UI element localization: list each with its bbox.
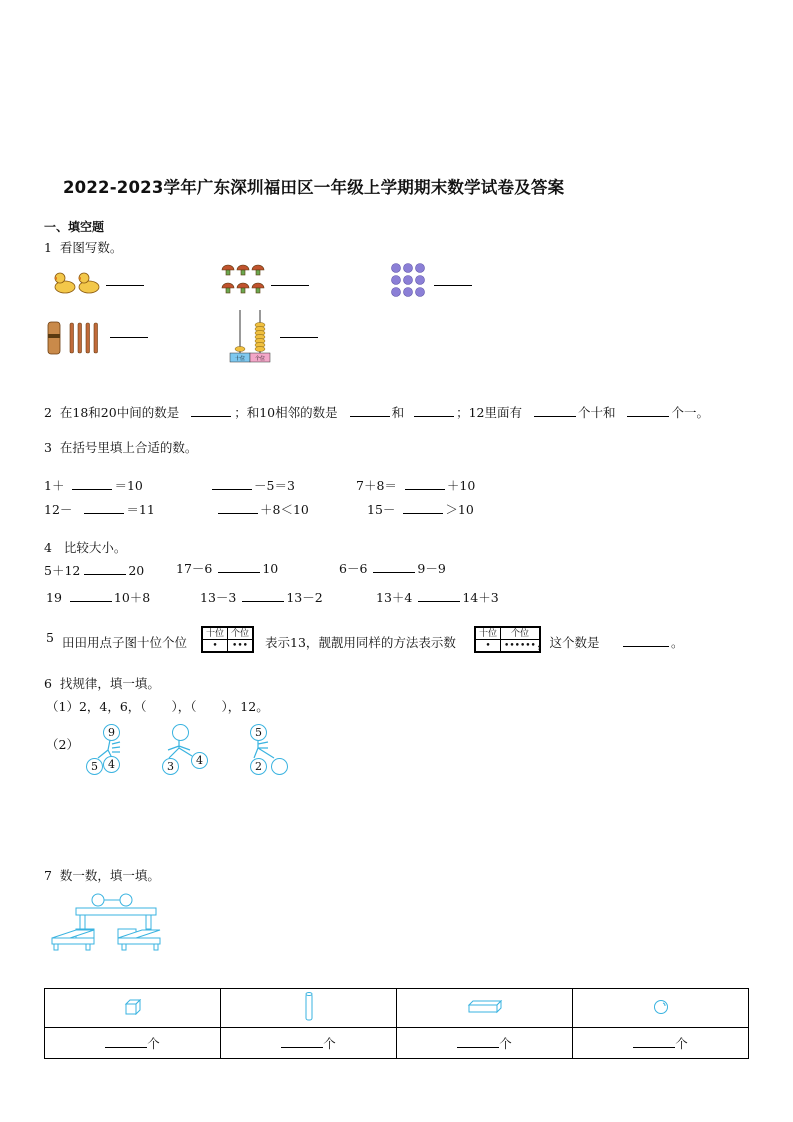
q2-text-2: ；和10相邻的数是	[234, 405, 338, 420]
unit-label: 个	[499, 1036, 512, 1051]
q3-row-2c	[367, 500, 474, 518]
cylinder-cell	[221, 989, 397, 1028]
tree-3-top: 5	[250, 724, 267, 741]
answer-blank[interactable]	[72, 477, 112, 490]
compare-right: 10	[262, 561, 279, 576]
answer-blank[interactable]	[403, 501, 443, 514]
answer-blank[interactable]	[84, 501, 124, 514]
q5-text-1: 田田用点子图十位个位	[62, 635, 188, 650]
unit-label: 个	[147, 1036, 160, 1051]
q2-text-6: 个一。	[671, 405, 709, 420]
q3-row-2	[44, 500, 155, 518]
compare-left: 5＋12	[44, 563, 81, 578]
tree-2-left: 3	[162, 758, 179, 775]
answer-blank[interactable]	[534, 404, 576, 417]
tree-1-left: 5	[86, 758, 103, 775]
question-6	[44, 674, 160, 692]
tens-header: 十位	[476, 628, 501, 640]
answer-blank[interactable]	[242, 589, 284, 602]
question-text: 找规律，填一填。	[59, 676, 160, 691]
compare-a	[44, 561, 144, 579]
q2-text-1: 在18和20中间的数是	[59, 405, 180, 420]
cylinder-icon	[303, 991, 315, 1023]
q5-text-3: ，这个数是	[537, 635, 600, 650]
answer-blank[interactable]	[70, 589, 112, 602]
q3-row-2b	[218, 500, 309, 518]
question-text: 比较大小。	[63, 540, 127, 555]
abacus-picture	[226, 308, 274, 364]
question-number: 7	[44, 868, 52, 883]
answer-blank[interactable]	[110, 337, 148, 338]
sphere-count	[573, 1028, 749, 1059]
tens-dots: •	[203, 640, 228, 652]
question-number: 1	[44, 240, 52, 255]
cube-icon	[124, 999, 142, 1015]
answer-blank[interactable]	[414, 404, 454, 417]
question-number: 2	[44, 405, 52, 420]
answer-blank[interactable]	[373, 560, 415, 573]
page-title: 2022-2023学年广东深圳福田区一年级上学期期末数学试卷及答案	[63, 178, 565, 197]
eq-part: ＝10	[114, 478, 143, 493]
question-number: 6	[44, 676, 52, 691]
compare-f	[376, 588, 499, 606]
ones-dots: ••••••	[501, 640, 540, 652]
place-value-table-13	[201, 626, 254, 653]
duck-picture	[52, 270, 102, 296]
compare-left: 13－3	[200, 590, 237, 605]
sphere-cell	[573, 989, 749, 1028]
ones-header: 个位	[501, 628, 540, 640]
compare-left: 19	[46, 590, 62, 605]
abacus-tens-label: 十位	[234, 356, 246, 362]
answer-blank[interactable]	[271, 285, 309, 286]
compare-left: 13＋4	[376, 590, 413, 605]
cube-cell	[45, 989, 221, 1028]
q5-text-4: 。	[671, 635, 684, 650]
tree-3-left: 2	[250, 758, 267, 775]
answer-blank[interactable]	[633, 1035, 675, 1048]
cylinder-count	[221, 1028, 397, 1059]
answer-blank[interactable]	[191, 404, 231, 417]
eq-part: ＋8＜10	[260, 502, 309, 517]
compare-right: 9－9	[417, 561, 446, 576]
answer-blank[interactable]	[405, 477, 445, 490]
abacus-ones-label: 个位	[254, 356, 266, 362]
q2-text-4: ；12里面有	[456, 405, 522, 420]
block-figure	[46, 890, 166, 952]
eq-part: 15－	[367, 502, 396, 517]
question-number: 3	[44, 440, 52, 455]
compare-e	[200, 588, 323, 606]
answer-blank[interactable]	[281, 1035, 323, 1048]
answer-blank[interactable]	[106, 285, 144, 286]
answer-blank[interactable]	[218, 501, 258, 514]
stick-bundle-picture	[46, 320, 104, 356]
question-text: 数一数，填一填。	[59, 868, 160, 883]
cuboid-icon	[467, 1000, 503, 1014]
compare-right: 13－2	[286, 590, 323, 605]
eq-part: ＝11	[126, 502, 155, 517]
tree-2-top-empty[interactable]	[172, 724, 189, 741]
compare-left: 17－6	[176, 561, 213, 576]
unit-label: 个	[323, 1036, 336, 1051]
eq-part: 12－	[44, 502, 73, 517]
answer-blank[interactable]	[418, 589, 460, 602]
sphere-icon	[653, 999, 669, 1015]
section-heading: 一、填空题	[44, 220, 105, 234]
answer-blank[interactable]	[218, 560, 260, 573]
q3-row-1b	[212, 476, 295, 494]
compare-right: 14＋3	[462, 590, 499, 605]
eq-part: 1＋	[44, 478, 65, 493]
answer-blank[interactable]	[434, 285, 472, 286]
question-7	[44, 866, 160, 884]
question-2	[44, 403, 709, 421]
answer-blank[interactable]	[212, 477, 252, 490]
q2-text-3: 和	[391, 405, 405, 420]
eq-part: ＞10	[445, 502, 474, 517]
unit-label: 个	[675, 1036, 688, 1051]
q5-number: 5	[46, 630, 54, 645]
answer-blank[interactable]	[627, 404, 669, 417]
answer-blank[interactable]	[623, 646, 669, 647]
mushroom-picture	[220, 262, 266, 298]
q3-row-1	[44, 476, 143, 494]
compare-right: 10＋8	[113, 590, 151, 605]
question-1	[44, 238, 122, 256]
question-3	[44, 438, 197, 456]
ones-header: 个位	[228, 628, 253, 640]
q5-text-2: 表示13，靓靓用同样的方法表示数	[265, 635, 456, 650]
q3-row-1c	[356, 476, 475, 494]
q6-sequence: （1）2，4，6，（ ），（ ），12。	[46, 699, 269, 714]
tree-1-right: 4	[103, 756, 120, 773]
answer-blank[interactable]	[457, 1035, 499, 1048]
cube-count	[45, 1028, 221, 1059]
q2-text-5: 个十和	[577, 405, 616, 420]
q6-part-2-label: （2）	[46, 737, 79, 752]
answer-blank[interactable]	[350, 404, 390, 417]
compare-d	[46, 588, 150, 606]
question-text: 看图写数。	[59, 240, 123, 255]
compare-right: 20	[128, 563, 145, 578]
flower-picture	[390, 262, 428, 298]
answer-blank[interactable]	[280, 337, 318, 338]
compare-b	[176, 559, 278, 577]
question-number: 4	[44, 540, 52, 555]
tens-header: 十位	[203, 628, 228, 640]
compare-c	[339, 559, 446, 577]
cuboid-cell	[397, 989, 573, 1028]
compare-left: 6－6	[339, 561, 368, 576]
tree-1-top: 9	[103, 724, 120, 741]
eq-part: ＋10	[446, 478, 476, 493]
answer-blank[interactable]	[84, 562, 126, 575]
place-value-table-unknown	[474, 626, 541, 653]
tens-dots: •	[476, 640, 501, 652]
answer-blank[interactable]	[105, 1035, 147, 1048]
count-table	[44, 988, 749, 1059]
tree-2-right: 4	[191, 752, 208, 769]
eq-part: 7＋8＝	[356, 478, 397, 493]
ones-dots: •••	[228, 640, 253, 652]
eq-part: －5＝3	[254, 478, 295, 493]
question-4	[44, 538, 126, 556]
question-text: 在括号里填上合适的数。	[59, 440, 198, 455]
cuboid-count	[397, 1028, 573, 1059]
tree-3-right-empty[interactable]	[271, 758, 288, 775]
